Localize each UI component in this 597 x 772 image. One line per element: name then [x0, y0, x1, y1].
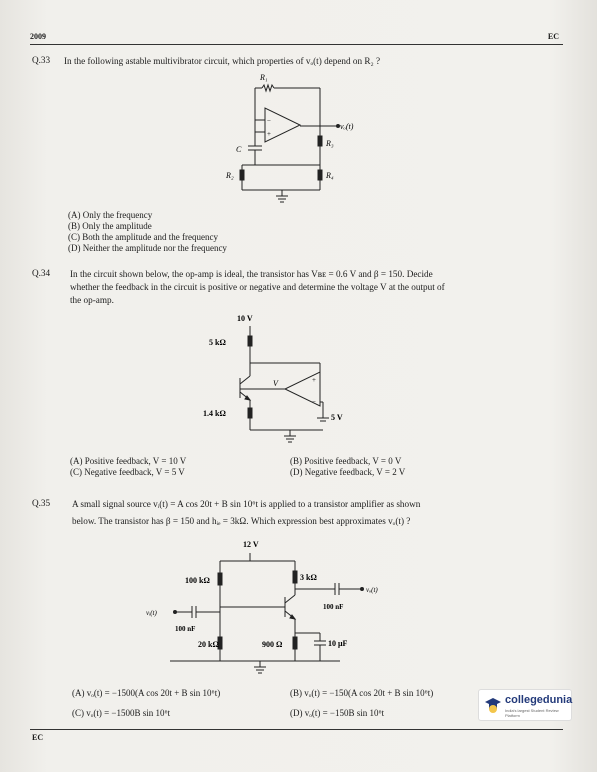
q33-number: Q.33 [32, 55, 51, 65]
q35-option-b: (B) vₒ(t) = −150(A cos 20t + B sin 10⁶t) [290, 688, 434, 698]
q34-option-a: (A) Positive feedback, V = 10 V [70, 456, 187, 466]
q33-text: In the following astable multivibrator circuit, which properties of vₒ(t) depend on R₂ ? [64, 56, 381, 66]
q35-label-r20k: 20 kΩ [198, 640, 219, 649]
brand-name: collegedunia [505, 694, 573, 706]
q35-label-vcc: 12 V [243, 540, 259, 549]
q33-option-c: (C) Both the amplitude and the frequency [68, 232, 218, 242]
q35-option-d: (D) vₒ(t) = −150B sin 10⁶t [290, 708, 385, 718]
brand-tagline: India's largest Student Review Platform [505, 708, 559, 718]
q35-text-line2: below. The transistor has β = 150 and hᵢₑ = 3kΩ. Which expression best approximates vₒ(t) ? [72, 516, 411, 526]
q35-number: Q.35 [32, 498, 51, 508]
q34-label-minus: − [312, 398, 316, 406]
q33-label-r2: R₂ [226, 171, 234, 180]
q34-circuit [195, 308, 355, 448]
q33-label-minus: − [267, 117, 271, 125]
q33-label-r3: R₃ [326, 139, 334, 148]
q34-label-r-top: 5 kΩ [209, 338, 226, 347]
q35-option-c: (C) vₒ(t) = −1500B sin 10⁶t [72, 708, 171, 718]
q33-option-b: (B) Only the amplitude [68, 221, 152, 231]
q34-label-vcc: 10 V [237, 314, 253, 323]
header-year: 2009 [30, 32, 46, 41]
q33-label-r4: R₄ [326, 171, 334, 180]
q33-circuit [220, 70, 420, 210]
q35-label-cout: 100 nF [323, 603, 344, 611]
footer-code: EC [32, 733, 44, 742]
q34-option-b: (B) Positive feedback, V = 0 V [290, 456, 402, 466]
q34-option-c: (C) Negative feedback, V = 5 V [70, 467, 185, 477]
graduation-cap-icon [484, 696, 502, 714]
q35-label-vi: vᵢ(t) [146, 609, 157, 617]
q34-label-vref: 5 V [331, 413, 343, 422]
q33-label-out: vₒ(t) [340, 122, 354, 131]
q34-text-line3: the op-amp. [70, 295, 114, 305]
q35-label-r100k: 100 kΩ [185, 576, 210, 585]
collegedunia-watermark [478, 689, 572, 721]
q34-option-d: (D) Negative feedback, V = 2 V [290, 467, 406, 477]
footer-rule [30, 729, 563, 730]
q33-label-c: C [236, 145, 242, 154]
q34-text-line2: whether the feedback in the circuit is positive or negative and determine the voltage V at the output of [70, 282, 445, 292]
q35-label-r900: 900 Ω [262, 640, 283, 649]
header-paper-code: EC [547, 32, 559, 41]
q33-label-r1: R₁ [260, 73, 268, 82]
q33-option-a: (A) Only the frequency [68, 210, 153, 220]
q33-option-d: (D) Neither the amplitude nor the frequency [68, 243, 227, 253]
q35-label-ce: 10 μF [328, 639, 348, 648]
q35-text-line1: A small signal source vᵢ(t) = A cos 20t + B sin 10⁶t is applied to a transistor amplifier as shown [72, 499, 421, 509]
q35-label-vo: vₒ(t) [366, 586, 378, 594]
q33-label-plus: + [267, 130, 271, 138]
q34-number: Q.34 [32, 268, 51, 278]
q34-text-line1: In the circuit shown below, the op-amp is ideal, the transistor has Vʙᴇ = 0.6 V and β = 150. Decide [70, 269, 433, 279]
q35-label-r3k: 3 kΩ [300, 573, 317, 582]
q34-label-plus: + [312, 376, 316, 384]
header-rule [30, 44, 563, 45]
q35-circuit [140, 533, 420, 683]
q35-label-cin: 100 nF [175, 625, 196, 633]
q34-label-v: V [273, 379, 278, 388]
q35-option-a: (A) vₒ(t) = −1500(A cos 20t + B sin 10⁶t) [72, 688, 221, 698]
q34-label-r-bot: 1.4 kΩ [203, 409, 226, 418]
